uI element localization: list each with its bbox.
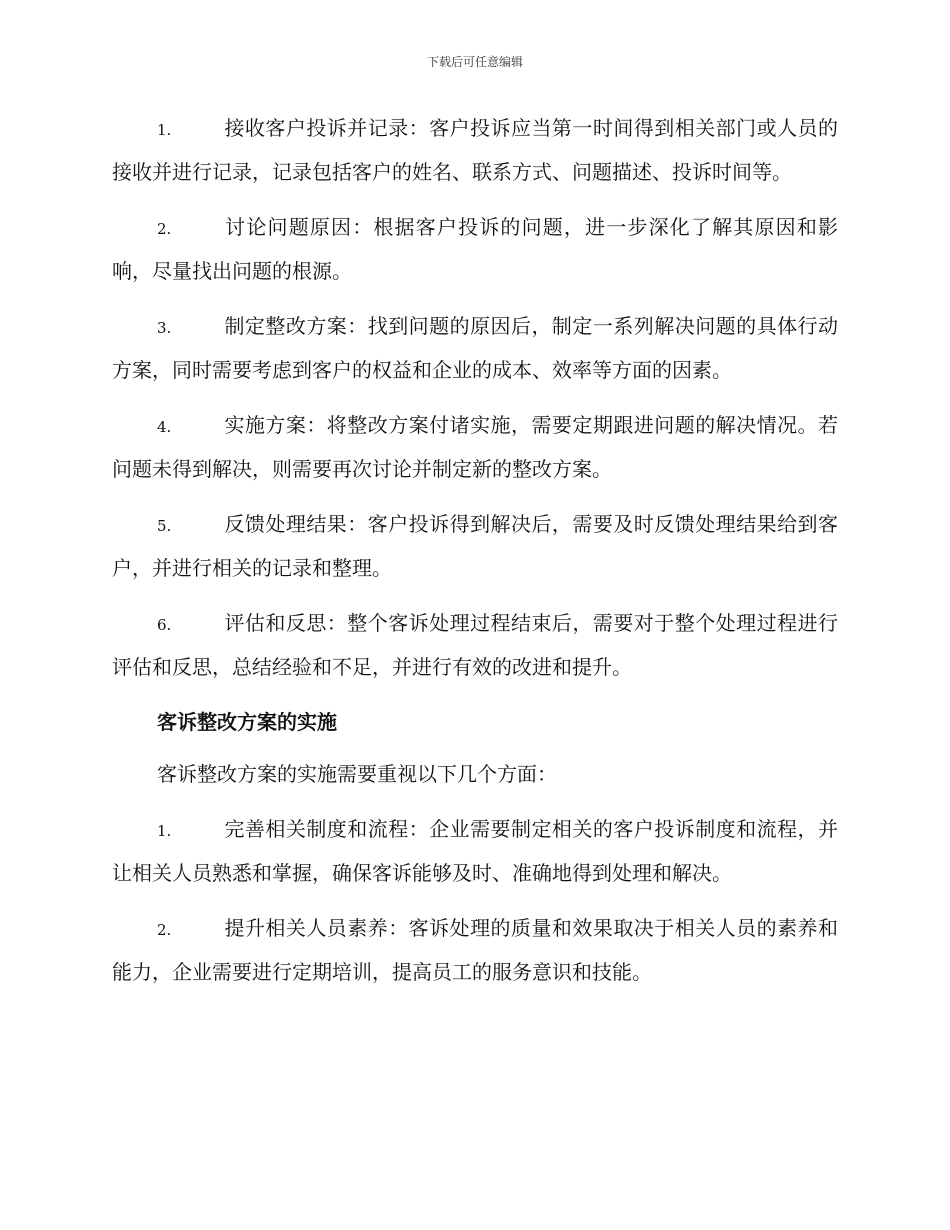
- document-body: [112, 107, 838, 1006]
- list-text: 评估和反思：整个客诉处理过程结束后，需要对于整个处理过程进行评估和反思，总结经验和不足，并进行有效的改进和提升。: [112, 611, 838, 679]
- list-text: 提升相关人员素养：客诉处理的质量和效果取决于相关人员的素养和能力，企业需要进行定期培训，提高员工的服务意识和技能。: [112, 916, 838, 984]
- list-item: [112, 206, 838, 292]
- list-text: 完善相关制度和流程：企业需要制定相关的客户投诉制度和流程，并让相关人员熟悉和掌握，确保客诉能够及时、准确地得到处理和解决。: [112, 817, 838, 885]
- list-item: [112, 808, 838, 894]
- list-number: 4.: [157, 418, 172, 436]
- list-text: 讨论问题原因：根据客户投诉的问题，进一步深化了解其原因和影响，尽量找出问题的根源。: [112, 215, 838, 283]
- list-item: [112, 107, 838, 193]
- section-heading: 客诉整改方案的实施: [157, 710, 337, 734]
- list-item: [112, 404, 838, 490]
- list-item: [112, 907, 838, 993]
- list-item: [112, 503, 838, 589]
- list-number: 2.: [157, 220, 172, 238]
- list-number: 1.: [157, 121, 172, 139]
- section-intro: 客诉整改方案的实施需要重视以下几个方面：: [157, 762, 557, 786]
- list-number: 1.: [157, 822, 172, 840]
- page-header: 下载后可任意编辑: [426, 55, 523, 69]
- list-number: 3.: [157, 319, 172, 337]
- list-text: 实施方案：将整改方案付诸实施，需要定期跟进问题的解决情况。若问题未得到解决，则需要再次讨论并制定新的整改方案。: [112, 413, 838, 481]
- list-text: 接收客户投诉并记录：客户投诉应当第一时间得到相关部门或人员的接收并进行记录，记录包括客户的姓名、联系方式、问题描述、投诉时间等。: [112, 116, 838, 184]
- list-number: 6.: [157, 616, 172, 634]
- list-number: 5.: [157, 517, 172, 535]
- list-text: 制定整改方案：找到问题的原因后，制定一系列解决问题的具体行动方案，同时需要考虑到客户的权益和企业的成本、效率等方面的因素。: [112, 314, 838, 382]
- list-number: 2.: [157, 921, 172, 939]
- list-item: [112, 602, 838, 688]
- list-item: [112, 305, 838, 391]
- list-text: 反馈处理结果：客户投诉得到解决后，需要及时反馈处理结果给到客户，并进行相关的记录和整理。: [112, 512, 838, 580]
